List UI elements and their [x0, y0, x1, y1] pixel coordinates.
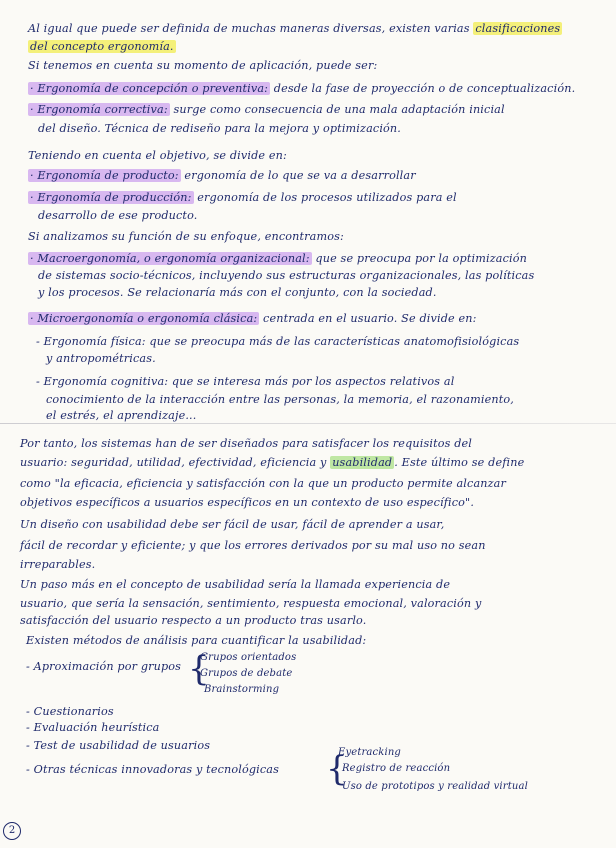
brace-icon: {	[188, 649, 210, 689]
text-line	[20, 578, 450, 592]
line-text: - Ergonomía física:	[36, 335, 146, 348]
bullet-item	[28, 252, 527, 266]
line-text: - Aproximación por grupos	[26, 660, 182, 673]
line-text: conocimiento de la interacción entre las personas, la memoria, el razonamiento,	[46, 393, 514, 406]
line-text: . Este último se define	[394, 456, 525, 469]
line-text: del diseño. Técnica de rediseño para la mejora y optimización.	[38, 122, 401, 135]
sub-item	[342, 762, 450, 776]
text-line	[46, 393, 514, 407]
text-line	[38, 209, 197, 223]
sub-item	[338, 746, 401, 760]
line-text: de sistemas socio-técnicos, incluyendo sus estructuras organizacionales, las políticas	[38, 269, 535, 282]
line-text: ergonomía de los procesos utilizados para el	[197, 191, 457, 204]
line-text: - Otras técnicas innovadoras y tecnológicas	[26, 763, 280, 776]
line-text: desarrollo de ese producto.	[38, 209, 198, 222]
sub-item	[200, 667, 292, 681]
bullet-item	[28, 191, 457, 205]
line-text: objetivos específicos a usuarios específicos en un contexto de uso específico".	[20, 496, 475, 509]
text-line	[28, 59, 377, 73]
highlighted-term: · Ergonomía de concepción o preventiva:	[30, 82, 269, 95]
line-text: - Test de usabilidad de usuarios	[26, 739, 211, 752]
text-line	[28, 22, 562, 36]
line-text: que se preocupa más de las características anatomofisiológicas	[149, 335, 520, 348]
text-line	[28, 149, 287, 163]
line-text: satisfacción del usuario respecto a un producto tras usarlo.	[20, 614, 367, 627]
line-text: Existen métodos de análisis para cuantificar la usabilidad:	[26, 634, 367, 647]
text-line	[20, 597, 481, 611]
page-number: 2	[3, 822, 21, 840]
text-line	[38, 269, 534, 283]
sub-item-text: Uso de prototipos y realidad virtual	[342, 781, 528, 792]
text-line	[46, 409, 196, 423]
text-line	[28, 40, 176, 54]
highlighted-term: · Ergonomía de producto:	[30, 169, 179, 182]
sub-item-text: Eyetracking	[338, 747, 401, 758]
method-item	[26, 721, 159, 735]
text-line	[20, 496, 474, 510]
highlighted-term: clasificaciones	[475, 22, 561, 35]
line-text: surge como consecuencia de una mala adaptación inicial	[173, 103, 505, 116]
sub-item	[200, 651, 296, 665]
text-line	[20, 539, 486, 553]
bullet-item	[28, 103, 505, 117]
highlighted-term: · Macroergonomía, o ergonomía organizacional:	[30, 252, 310, 265]
line-text: como "la eficacia, eficiencia y satisfacción con la que un producto permite alcanzar	[20, 477, 506, 490]
sub-item-text: Grupos orientados	[200, 652, 297, 663]
bullet-item	[28, 312, 477, 326]
text-line	[38, 286, 437, 300]
method-item	[26, 739, 210, 753]
sub-item	[342, 780, 528, 794]
bullet-item	[28, 169, 416, 183]
brace-icon: {	[326, 749, 348, 789]
line-text: Un diseño con usabilidad debe ser fácil de usar, fácil de aprender a usar,	[20, 518, 445, 531]
text-line	[20, 456, 524, 470]
line-text: que se interesa más por los aspectos relativos al	[171, 375, 455, 388]
highlighted-term: del concepto ergonomía.	[30, 40, 174, 53]
text-line	[20, 518, 444, 532]
line-text: - Ergonomía cognitiva:	[36, 375, 169, 388]
page-fold-line	[0, 423, 616, 424]
line-text: usuario: seguridad, utilidad, efectividad, eficiencia y	[20, 456, 327, 469]
line-text: y los procesos. Se relacionaría más con el conjunto, con la sociedad.	[38, 286, 437, 299]
sub-item-text: Grupos de debate	[200, 668, 293, 679]
highlighted-term: · Microergonomía o ergonomía clásica:	[30, 312, 258, 325]
text-line	[26, 634, 366, 648]
text-line	[20, 558, 95, 572]
line-text: y antropométricas.	[46, 352, 156, 365]
sub-item-text: Registro de reacción	[342, 763, 451, 774]
dash-item	[36, 375, 454, 389]
line-text: Si tenemos en cuenta su momento de aplicación, puede ser:	[28, 59, 378, 72]
highlighted-term: · Ergonomía correctiva:	[30, 103, 168, 116]
line-text: - Cuestionarios	[26, 705, 114, 718]
highlighted-term: · Ergonomía de producción:	[30, 191, 192, 204]
line-text: Si analizamos su función de su enfoque, encontramos:	[28, 230, 344, 243]
text-line	[20, 477, 506, 491]
line-text: centrada en el usuario. Se divide en:	[263, 312, 477, 325]
line-text: irreparables.	[20, 558, 96, 571]
bullet-item	[28, 82, 575, 96]
line-text: Teniendo en cuenta el objetivo, se divide en:	[28, 149, 287, 162]
line-text: que se preocupa por la optimización	[315, 252, 527, 265]
text-line	[20, 437, 472, 451]
line-text: - Evaluación heurística	[26, 721, 160, 734]
line-text: fácil de recordar y eficiente; y que los errores derivados por su mal uso no sean	[20, 539, 486, 552]
method-item	[26, 660, 181, 674]
method-item	[26, 705, 114, 719]
highlighted-term: usabilidad	[332, 456, 393, 469]
line-text: desde la fase de proyección o de conceptualización.	[273, 82, 576, 95]
line-text: Al igual que puede ser definida de muchas maneras diversas, existen varias	[28, 22, 470, 35]
text-line	[38, 122, 401, 136]
line-text: Por tanto, los sistemas han de ser diseñados para satisfacer los requisitos del	[20, 437, 473, 450]
sub-item-text: Brainstorming	[204, 684, 280, 695]
text-line	[20, 614, 366, 628]
line-text: ergonomía de lo que se va a desarrollar	[184, 169, 416, 182]
method-item	[26, 763, 279, 777]
sub-item	[204, 683, 279, 697]
line-text: Un paso más en el concepto de usabilidad sería la llamada experiencia de	[20, 578, 451, 591]
line-text: el estrés, el aprendizaje...	[46, 409, 197, 422]
text-line	[28, 230, 344, 244]
line-text: usuario, que sería la sensación, sentimiento, respuesta emocional, valoración y	[20, 597, 482, 610]
text-line	[46, 352, 156, 366]
dash-item	[36, 335, 519, 349]
